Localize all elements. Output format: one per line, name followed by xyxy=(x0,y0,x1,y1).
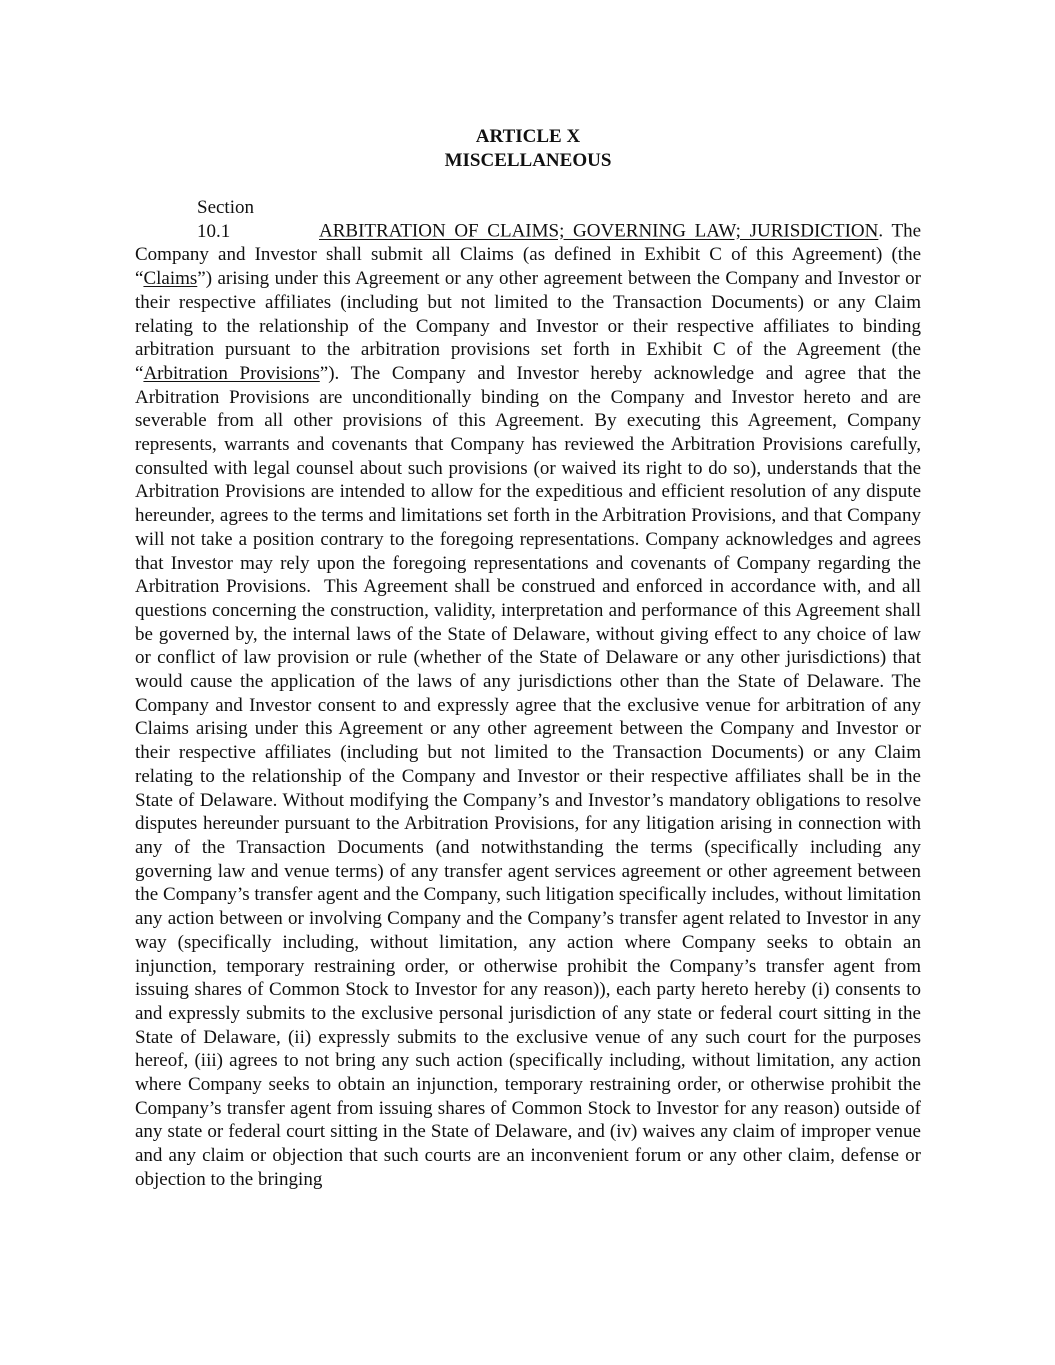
section-heading-end: . xyxy=(878,220,884,242)
section-text-part-3: ”). The Company and Investor hereby acknowledge and agree that the Arbitration Provisions are unconditionally binding on the Company and Investor hereto and are severable from all other provisions of this Agreement. By executing this Agreement, Company represents, warrants and covenants that Company has reviewed the Arbitration Provisions carefully, consulted with legal counsel about such provisions (or waived its right to do so), understands that the Arbitration Provisions are intended to allow for the expeditious and efficient resolution of any dispute hereunder, agrees to the terms and limitations set forth in the Arbitration Provisions, and that Company will not take a position contrary to the foregoing representations. Company acknowledges and agrees that Investor may rely upon the foregoing representations and covenants of Company regarding the Arbitration Provisions. This Agreement shall be construed and enforced in accordance with, and all questions concerning the construction, validity, interpretation and performance of this Agreement shall be governed by, the internal laws of the State of Delaware, without giving effect to any choice of law or conflict of law provision or rule (whether of the State of Delaware or any other jurisdictions) that would cause the application of the laws of any jurisdictions other than the State of Delaware. The Company and Investor consent to and expressly agree that the exclusive venue for arbitration of any Claims arising under this Agreement or any other agreement between the Company and Investor or their respective affiliates (including but not limited to the Transaction Documents) or any Claim relating to the relationship of the Company and Investor or their respective affiliates shall be in the State of Delaware. Without modifying the Company’s and Investor’s mandatory obligations to resolve disputes hereunder pursuant to the Arbitration Provisions, for any litigation arising in connection with any of the Transaction Documents (and notwithstanding the terms (specifically including any governing law and venue terms) of any transfer agent services agreement or other agreement between the Company’s transfer agent and the Company, such litigation specifically includes, without limitation any action between or involving Company and the Company’s transfer agent related to Investor in any way (specifically including, without limitation, any action where Company seeks to obtain an injunction, temporary restraining order, or otherwise prohibit the Company’s transfer agent from issuing shares of Common Stock to Investor for any reason)), each party hereto hereby (i) consents to and expressly submits to the exclusive personal jurisdiction of any state or federal court sitting in the State of Delaware, (ii) expressly submits to the exclusive venue of any such court for the purposes hereof, (iii) agrees to not bring any such action (specifically including, without limitation, any action where Company seeks to obtain an injunction, temporary restraining order, or otherwise prohibit the Company’s transfer agent from issuing shares of Common Stock to Investor for any reason) outside of any state or federal court sitting in the State of Delaware, and (iv) waives any claim of improper venue and any claim or objection that such courts are an inconvenient forum or any other claim, defense or objection to the bringing xyxy=(135,362,921,1190)
section-paragraph xyxy=(135,196,921,1192)
section-text-part-2: ”) arising under this Agreement or any other agreement between the Company and Investor or their respective affiliates (including but not limited to the Transaction Documents) or any Claim relating to the relationship of the Company and Investor or their respective affiliates to binding arbitration pursuant to the arbitration provisions set forth in Exhibit C of the Agreement (the “ xyxy=(135,268,921,384)
section-number-value: 10.1 xyxy=(197,220,231,242)
section-heading: ARBITRATION OF CLAIMS; GOVERNING LAW; JURISDICTION xyxy=(319,220,879,242)
section-text-part-1: The Company and Investor shall submit all Claims (as defined in Exhibit C of this Agreement) (the “ xyxy=(135,220,922,290)
section-number xyxy=(135,196,319,243)
defined-term-arbitration-provisions: Arbitration Provisions xyxy=(143,362,320,384)
section-label: Section xyxy=(197,197,254,218)
article-subtitle: MISCELLANEOUS xyxy=(444,150,612,171)
article-title: ARTICLE X xyxy=(475,126,581,147)
defined-term-claims: Claims xyxy=(143,268,198,290)
